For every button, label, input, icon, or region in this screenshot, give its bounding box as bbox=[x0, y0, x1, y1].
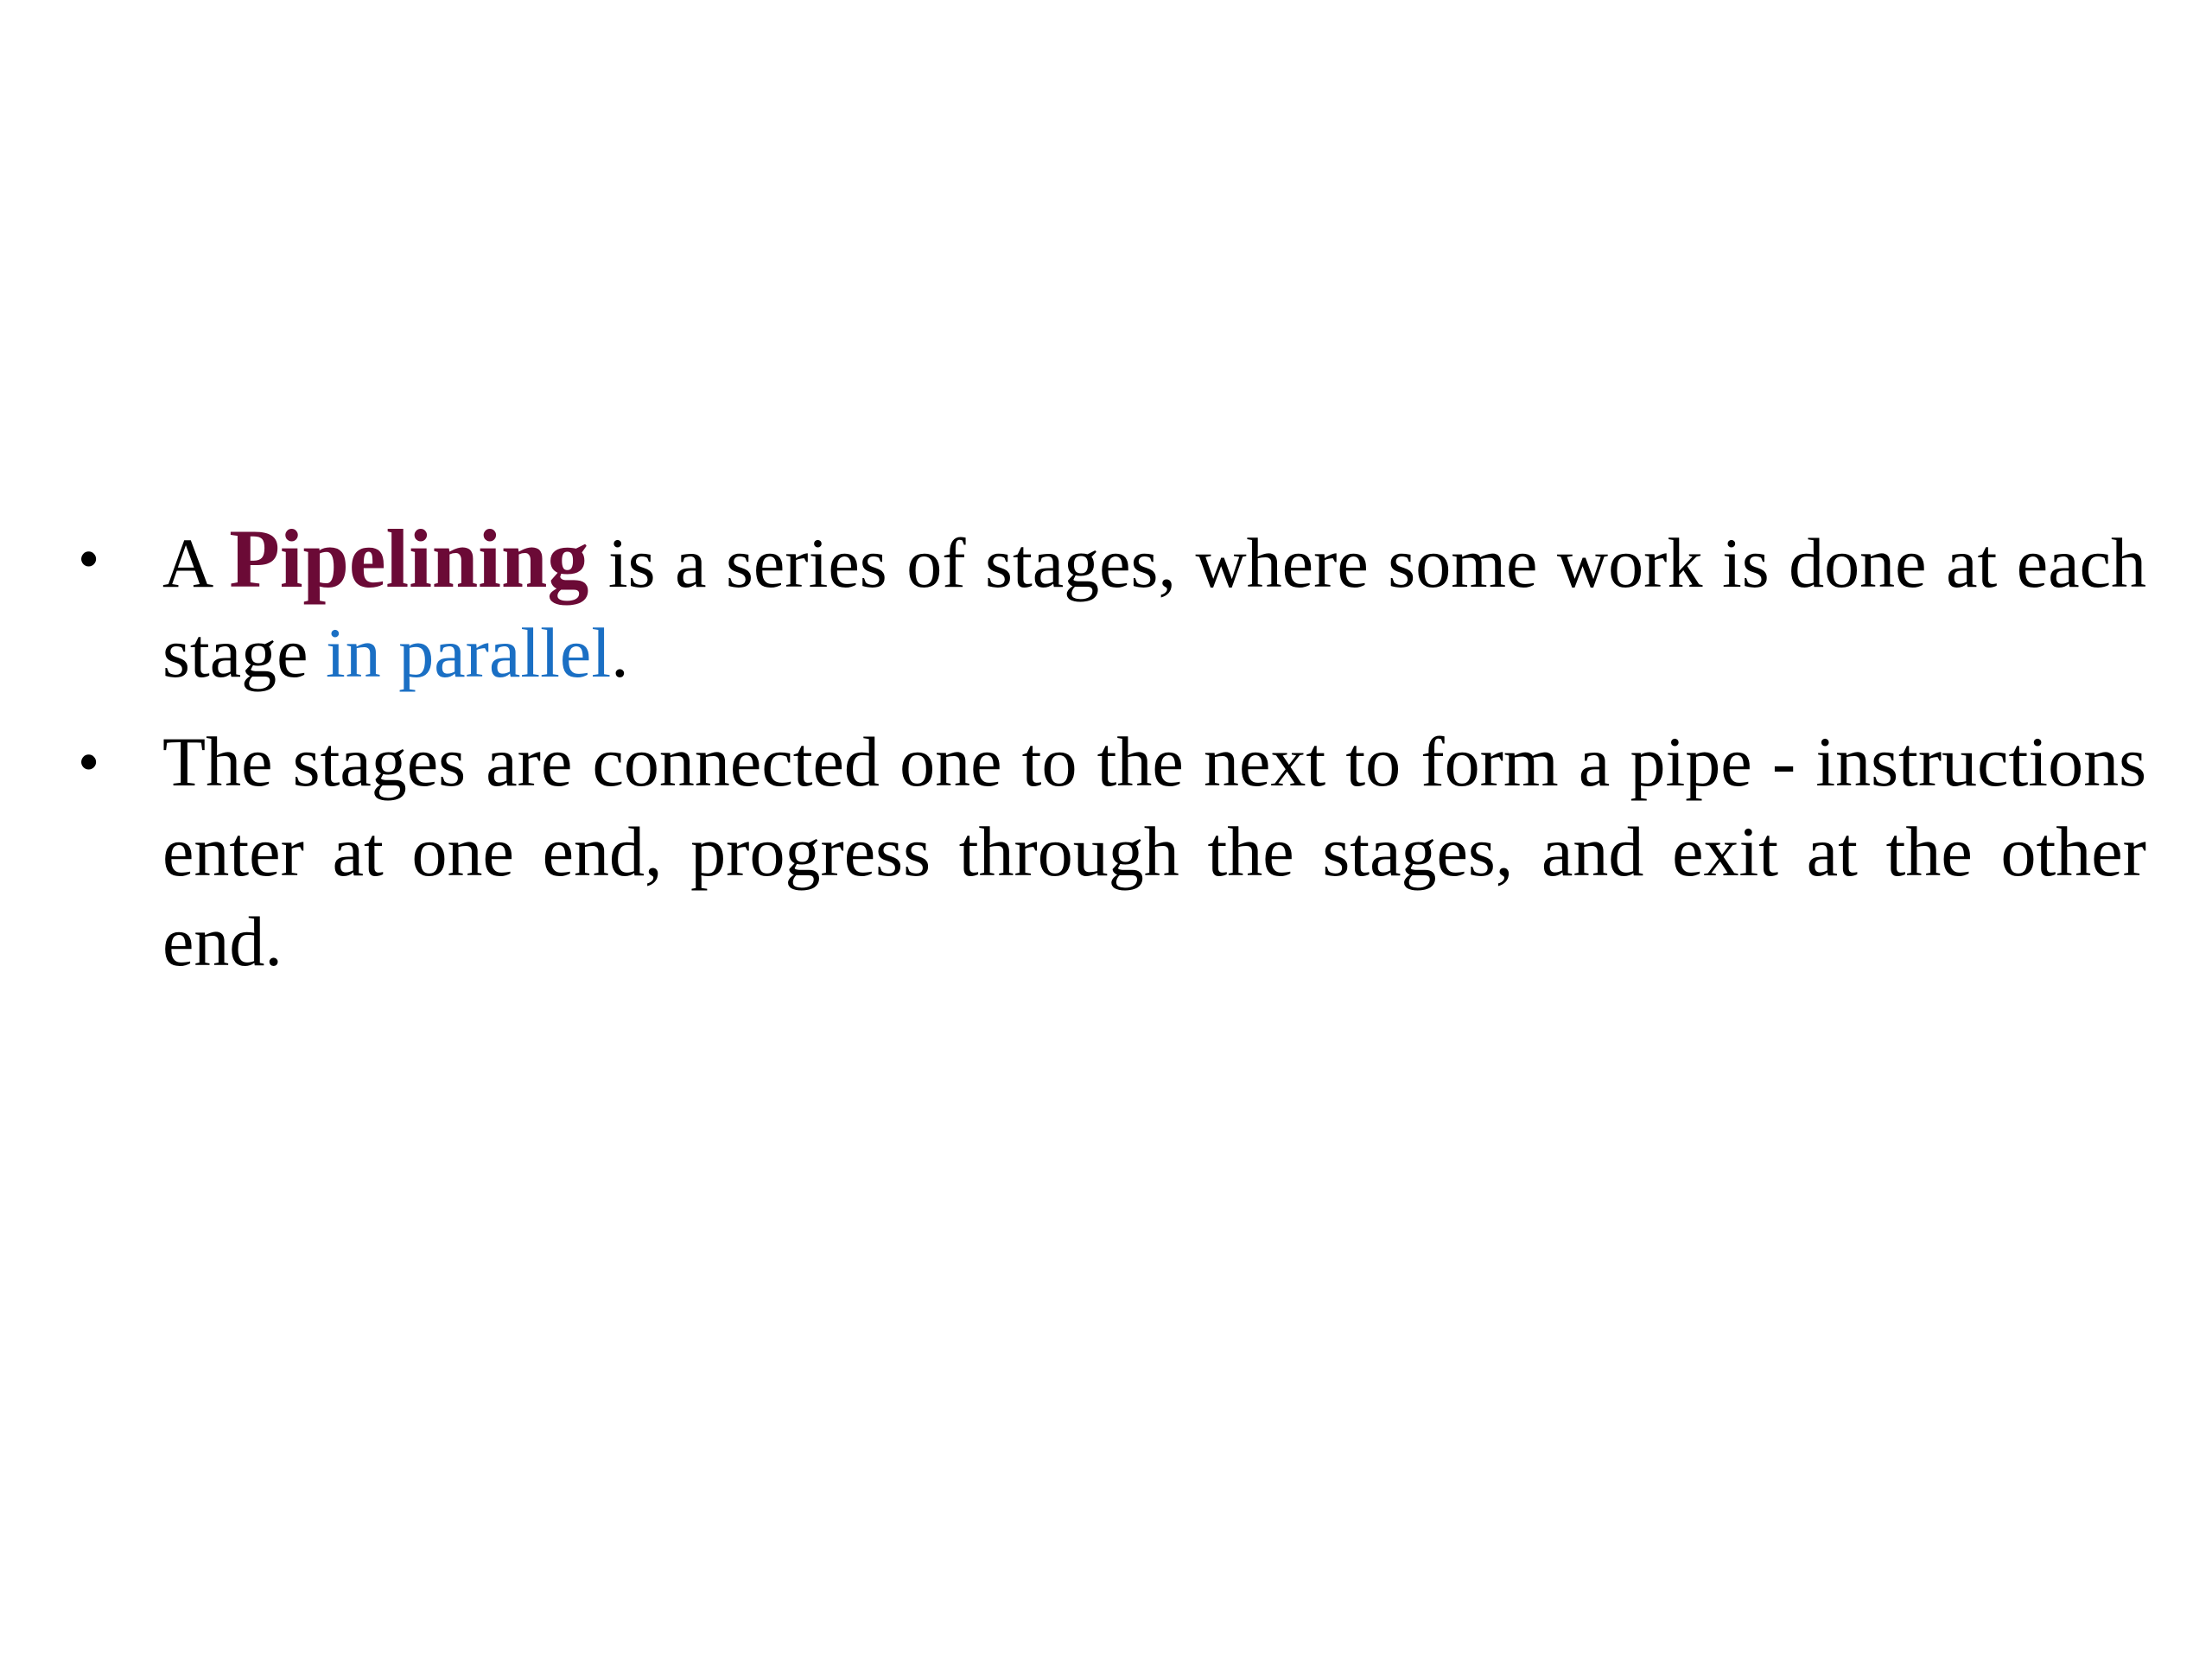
bullet-text-middle: is a series of stages, where some work is done at each stage bbox=[162, 524, 2146, 692]
bullet-item-stages-connected bbox=[69, 717, 2146, 987]
bullet-item-pipelining-definition bbox=[69, 514, 2146, 698]
in-parallel-link[interactable]: in parallel bbox=[325, 613, 612, 692]
bullet-text-suffix: . bbox=[611, 613, 629, 692]
bullet-text: The stages are connected one to the next to form a pipe - instructions enter at one end, progress through the stages, and exit at the other end. bbox=[162, 722, 2146, 981]
bullet-icon: • bbox=[78, 524, 100, 594]
bullet-icon: • bbox=[78, 728, 100, 797]
keyword-pipelining: Pipelining bbox=[229, 512, 589, 605]
bullet-list bbox=[69, 514, 2146, 1006]
bullet-text-prefix: A bbox=[162, 524, 230, 602]
